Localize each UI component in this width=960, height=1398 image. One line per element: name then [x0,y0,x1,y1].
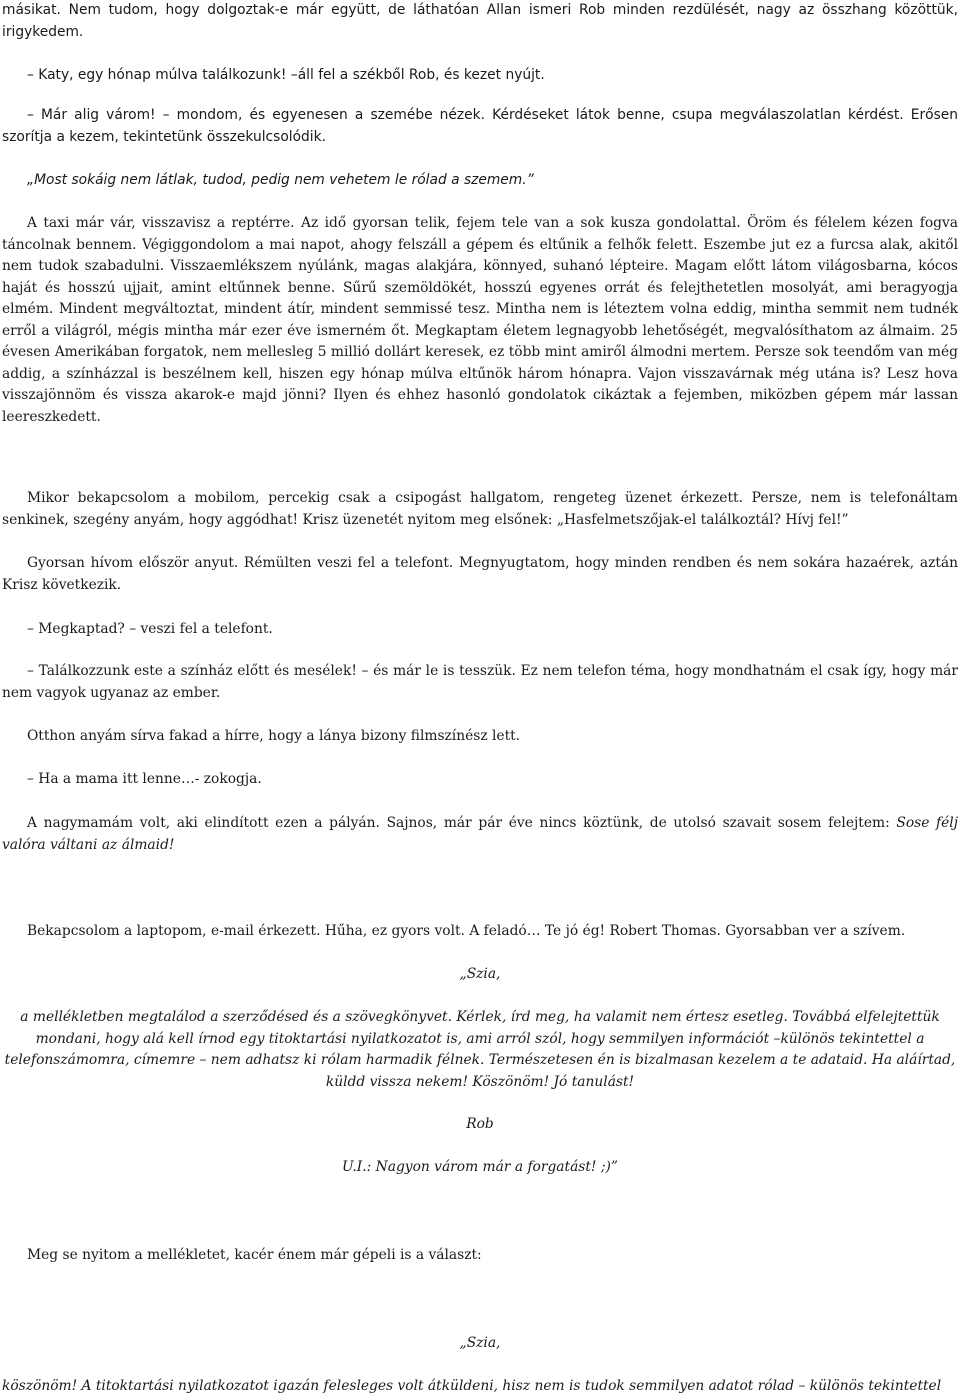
paragraph-laptop: Bekapcsolom a laptopom, e-mail érkezett. Hűha, ez gyors volt. A feladó… Te jó ég! Robert Thomas. Gyorsabban ver a szívem. [27,923,906,939]
email-postscript: U.I.: Nagyon várom már a forgatást! ;)” [342,1159,618,1175]
dialogue-line-1: – Katy, egy hónap múlva találkozunk! –áll fel a székből Rob, és kezet nyújt. [27,67,545,83]
email-signature: Rob [466,1116,494,1132]
grandmother-quote: Sose félj valóra váltani az álmaid! [2,815,958,853]
paragraph-mobile: Mikor bekapcsolom a mobilom, percekig csak a csipogást hallgatom, rengeteg üzenet érkezett. Persze, nem is telefonáltam senkinek, szegény anyám, hogy aggódhat! Krisz üzenetét nyitom meg elsőnek: „Hasfelmetszőjak-el találkoztál? Hívj fel!” [2,490,958,528]
paragraph-taxi: A taxi már vár, visszavisz a reptérre. Az idő gyorsan telik, fejem tele van a sok kusza gondolattal. Öröm és félelem kézen fogva táncolnak bennem. Végiggondolom a mai napot, ahogy felszáll a gépem és eltűnik a felhők felett. Eszembe jut ez a furcsa alak, akitől nem tudok szabadulni. Visszaemlékszem nyúlánk, magas alakjára, könnyed, suhanó lépteire. Magam előtt látom világosbarna, kócos haját és hosszú ujjait, amint eltűnnek benne. Sűrű szemöldökét, hosszú egyenes orrát és felejthetetlen mosolyát, ami beragyogja elmém. Mindent megváltoztat, mindent átír, mindent semmissé tesz. Mintha nem is léteztem volna eddig, mintha semmit nem tudnék erről a világról, mégis mintha már ezer éve ismerném őt. Megkaptam életem legnagyobb lehetőségét, megvalósíthatom az álmaim. 25 évesen Amerikában forgatok, nem mellesleg 5 millió dollárt keresek, ez több mint amiről álmodni mertem. Persze sok teendőm van még addig, a színházzal is beszélnem kell, hiszen egy hónap múlva eltűnök három hónapra. Vajon visszavárnak még utána is? Lesz hova visszajönnöm és vissza akarok-e majd jönni? Ilyen és ehhez hasonló gondolatok cikáztak a fejemben, miközben gépem már lassan leereszkedett. [2,215,958,425]
paragraph-call-mother: Gyorsan hívom először anyut. Rémülten veszi fel a telefont. Megnyugtatom, hogy minden rendben és nem sokára hazaérek, aztán Krisz következik. [2,555,958,593]
paragraph-1: másikat. Nem tudom, hogy dolgoztak-e már együtt, de láthatóan Allan ismeri Rob minden rezdülését, nagy az összhang közöttük, irigykedem. [2,2,958,40]
grandmother-text: A nagymamám volt, aki elindított ezen a pályán. Sajnos, már pár éve nincs köztünk, de utolsó szavait sosem felejtem: [27,815,897,831]
dialogue-line-5: – Ha a mama itt lenne…- zokogja. [27,771,262,787]
email-greeting: „Szia, [459,966,501,982]
reply-greeting: „Szia, [459,1335,501,1351]
paragraph-reply-intro: Meg se nyitom a mellékletet, kacér énem már gépeli is a választ: [27,1247,482,1263]
paragraph-grandmother [2,813,958,856]
dialogue-line-3: – Megkaptad? – veszi fel a telefont. [27,621,273,637]
paragraph-mother-cries: Otthon anyám sírva fakad a hírre, hogy a lánya bizony filmszínész lett. [27,728,521,744]
email-body: a mellékletben megtalálod a szerződésed és a szövegkönyvet. Kérlek, írd meg, ha valamit nem értesz esetleg. Továbbá elfelejtettük mondani, hogy alá kell írnod egy titoktartási nyilatkozatot is, ami arról szól, hogy semmilyen információt –különös tekintettel a telefonszámomra, címemre – nem adhatsz ki rólam harmadik félnek. Természetesen én is bizalmasan kezelem a te adataid. Ha aláírtad, küldd vissza nekem! Köszönöm! Jó tanulást! [4,1009,956,1090]
italic-thought: „Most sokáig nem látlak, tudod, pedig nem vehetem le rólad a szemem.” [27,172,534,188]
reply-body: köszönöm! A titoktartási nyilatkozatot igazán felesleges volt átküldeni, hisz nem is tudok semmilyen adatot rólad – különös tekintettel [2,1378,942,1394]
dialogue-line-2: – Már alig várom! – mondom, és egyenesen a szemébe nézek. Kérdéseket látok benne, csupa megválaszolatlan kérdést. Erősen szorítja a kezem, tekintetünk összekulcsolódik. [2,107,958,145]
dialogue-line-4: – Találkozzunk este a színház előtt és mesélek! – és már le is tesszük. Ez nem telefon téma, hogy mondhatnám el csak így, hogy már nem vagyok ugyanaz az ember. [2,663,958,701]
